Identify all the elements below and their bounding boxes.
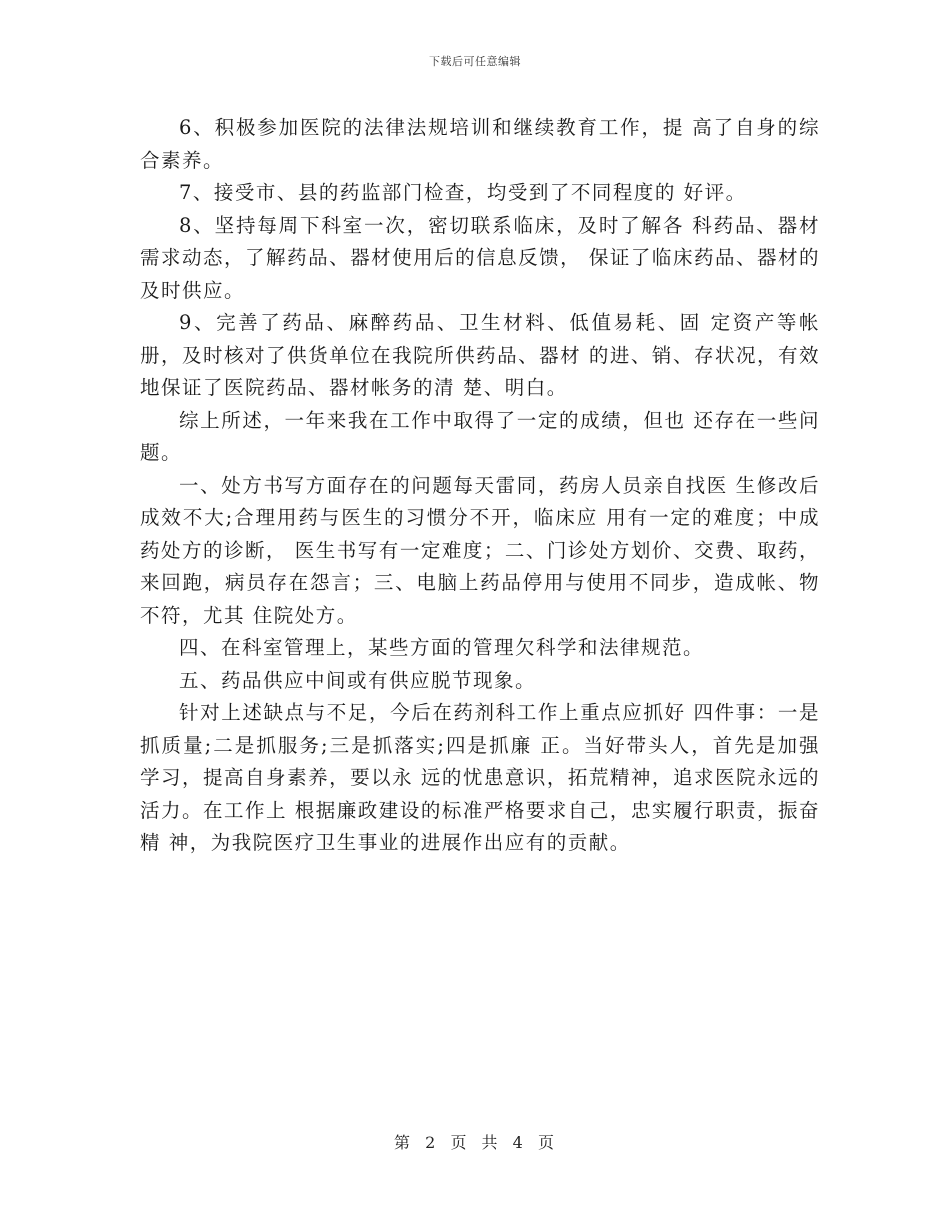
footer-page-word: 页 bbox=[450, 1133, 469, 1152]
page-header: 下载后可任意编辑 bbox=[429, 55, 521, 68]
paragraph-management: 四、在科室管理上，某些方面的管理欠科学和法律规范。 bbox=[179, 636, 705, 659]
document-body bbox=[140, 112, 820, 860]
paragraph-supply: 五、药品供应中间或有供应脱节现象。 bbox=[179, 668, 537, 692]
footer-prefix: 第 bbox=[394, 1133, 413, 1152]
paragraph-summary: 综上所述，一年来我在工作中取得了一定的成绩，但也 还存在一些问题。 bbox=[140, 408, 820, 464]
footer-total-pages: 4 bbox=[512, 1133, 525, 1152]
paragraph-plan: 针对上述缺点与不足，今后在药剂科工作上重点应抓好 四件事：一是抓质量;二是抓服务;三是抓落实;四是抓廉 正。当好带头人，首先是加强学习，提高自身素养，要以永 远的忧患意识，拓荒精神，追求医院永远的活力。在工作上 根据廉政建设的标准严格要求自己，忠实履行职责，振奋精 神，为我院医疗卫生事业的进展作出应有的贡献。 bbox=[140, 701, 820, 854]
footer-current-page: 2 bbox=[425, 1133, 438, 1152]
paragraph-item-6: 6、积极参加医院的法律法规培训和继续教育工作，提 高了自身的综合素养。 bbox=[140, 116, 820, 172]
footer-total-word: 共 bbox=[481, 1133, 500, 1152]
paragraph-item-8: 8、坚持每周下科室一次，密切联系临床，及时了解各 科药品、器材需求动态，了解药品、器材使用后的信息反馈， 保证了临床药品、器材的及时供应。 bbox=[140, 213, 820, 302]
paragraph-item-9: 9、完善了药品、麻醉药品、卫生材料、低值易耗、固 定资产等帐册，及时核对了供货单位在我院所供药品、器材 的进、销、存状况，有效地保证了医院药品、器材帐务的清 楚、明白。 bbox=[140, 311, 820, 399]
page-footer bbox=[0, 1130, 950, 1153]
paragraph-item-7: 7、接受市、县的药监部门检查，均受到了不同程度的 好评。 bbox=[179, 181, 747, 204]
paragraph-problems: 一、处方书写方面存在的问题每天雷同，药房人员亲自找医 生修改后成效不大;合理用药与医生的习惯分不开，临床应 用有一定的难度；中成药处方的诊断， 医生书写有一定难度；二、门诊处方划价、交费、取药，来回跑，病员存在怨言；三、电脑上药品停用与使用不同步，造成帐、物不符，尤其 住院处方。 bbox=[140, 473, 820, 627]
footer-suffix: 页 bbox=[537, 1133, 556, 1152]
